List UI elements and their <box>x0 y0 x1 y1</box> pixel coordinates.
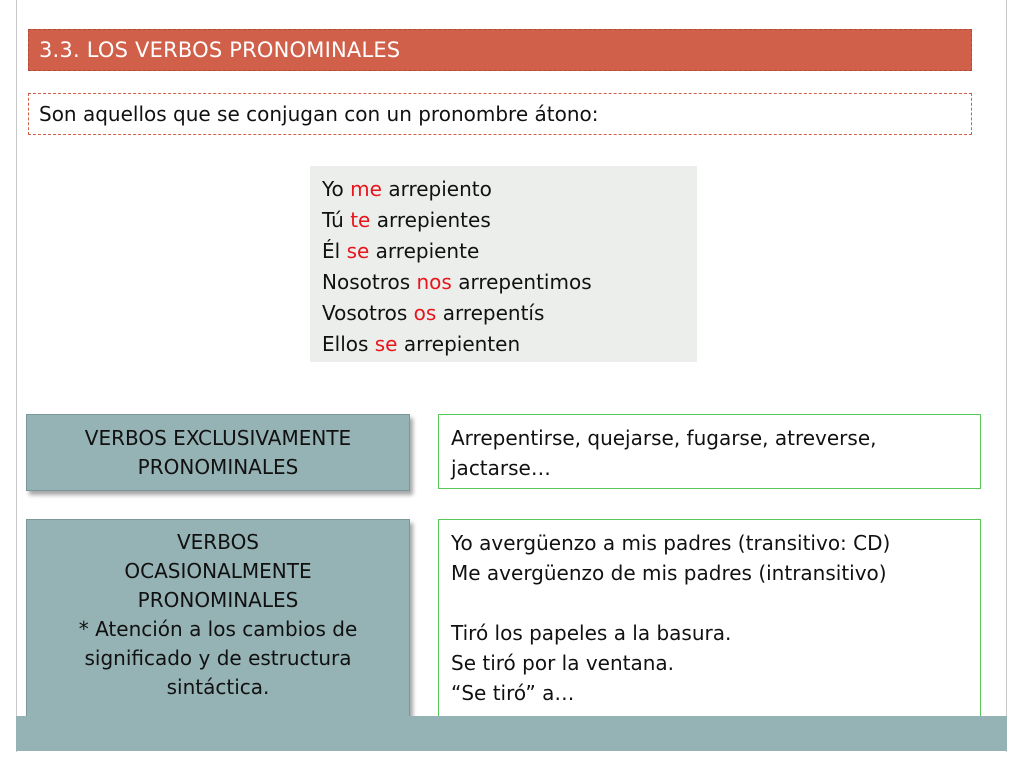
occasional-example-spacer <box>451 588 968 618</box>
conj-pronoun: se <box>374 332 398 356</box>
exclusive-label-box <box>26 414 410 491</box>
occasional-example-line: “Se tiró” a… <box>451 681 575 705</box>
occasional-example-line: Me avergüenzo de mis padres (intransitivo) <box>451 561 887 585</box>
exclusive-label-line: VERBOS EXCLUSIVAMENTE <box>84 426 352 450</box>
conj-subject: Vosotros <box>322 301 408 325</box>
conj-pronoun: me <box>350 177 382 201</box>
conjugation-row <box>322 205 685 236</box>
conj-verb: arrepentís <box>442 301 545 325</box>
conj-pronoun: se <box>346 239 370 263</box>
title-bar <box>28 29 972 71</box>
slide-title: 3.3. LOS VERBOS PRONOMINALES <box>39 38 401 62</box>
occasional-label-line: OCASIONALMENTE <box>124 559 312 583</box>
occasional-label-line: PRONOMINALES <box>137 588 299 612</box>
conj-verb: arrepentimos <box>458 270 592 294</box>
slide-left-border <box>16 0 17 752</box>
conj-subject: Yo <box>322 177 344 201</box>
intro-text: Son aquellos que se conjugan con un pronombre átono: <box>39 102 599 126</box>
occasional-label-line: VERBOS <box>176 530 260 554</box>
intro-box <box>28 93 972 135</box>
conjugation-row <box>322 267 685 298</box>
conjugation-row <box>322 329 685 360</box>
occasional-note-line: * Atención a los cambios de <box>78 617 358 641</box>
conj-subject: Nosotros <box>322 270 411 294</box>
slide-right-border <box>1006 0 1007 752</box>
conjugation-row <box>322 236 685 267</box>
occasional-examples-box <box>438 519 981 717</box>
occasional-example-line: Se tiró por la ventana. <box>451 651 675 675</box>
conjugation-row <box>322 298 685 329</box>
conj-pronoun: te <box>350 208 371 232</box>
occasional-note-line: significado y de estructura <box>84 646 352 670</box>
occasional-example-line: Tiró los papeles a la basura. <box>451 621 732 645</box>
conj-verb: arrepientes <box>376 208 491 232</box>
conj-subject: Tú <box>322 208 344 232</box>
footer-bar <box>16 716 1007 751</box>
conj-verb: arrepiente <box>375 239 480 263</box>
conj-pronoun: os <box>413 301 437 325</box>
exclusive-label-line: PRONOMINALES <box>137 455 299 479</box>
conj-subject: Él <box>322 239 341 263</box>
conj-pronoun: nos <box>416 270 452 294</box>
occasional-note-line: sintáctica. <box>166 675 270 699</box>
conj-verb: arrepienten <box>403 332 521 356</box>
occasional-example-line: Yo avergüenzo a mis padres (transitivo: CD) <box>451 531 891 555</box>
conj-verb: arrepiento <box>388 177 492 201</box>
occasional-label-box <box>26 519 410 719</box>
exclusive-examples-box <box>438 414 981 489</box>
exclusive-examples-text: Arrepentirse, quejarse, fugarse, atreverse, jactarse… <box>451 426 877 480</box>
conj-subject: Ellos <box>322 332 369 356</box>
conjugation-row <box>322 174 685 205</box>
conjugation-table <box>310 166 697 362</box>
